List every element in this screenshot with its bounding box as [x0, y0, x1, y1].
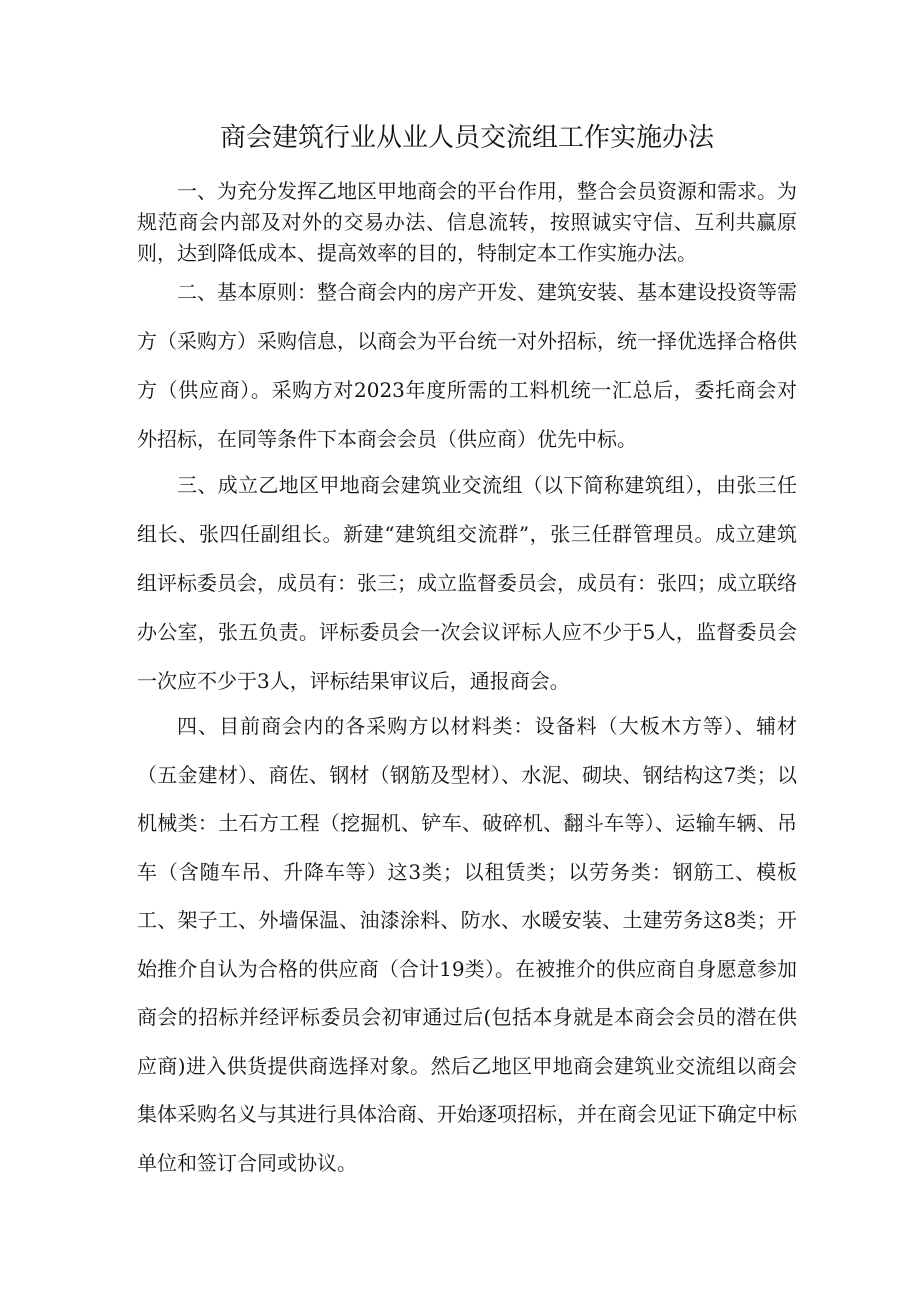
document-title: 商会建筑行业从业人员交流组工作实施办法: [219, 123, 714, 153]
paragraph-basic-principles: 二、基本原则：整合商会内的房产开发、建筑安装、基本建设投资等需方（采购方）采购信息，以商会为平台统一对外招标，统一择优选择合格供方（供应商）。采购方对2023年度所需的工料机统一汇总后，委托商会对外招标，在同等条件下本商会会员（供应商）优先中标。: [137, 280, 797, 451]
paragraph-organization: 三、成立乙地区甲地商会建筑业交流组（以下简称建筑组），由张三任组长、张四任副组长。新建“建筑组交流群”，张三任群管理员。成立建筑组评标委员会，成员有：张三；成立监督委员会，成员有：张四；成立联络办公室，张五负责。评标委员会一次会议评标人应不少于5人，监督委员会一次应不少于3人，评标结果审议后，通报商会。: [137, 473, 797, 693]
paragraph-procurement-categories: 四、目前商会内的各采购方以材料类：设备料（大板木方等）、辅材（五金建材）、商佐、钢材（钢筋及型材）、水泥、砌块、钢结构这7类；以机械类：土石方工程（挖掘机、铲车、破碎机、翻斗车等）、运输车辆、吊车（含随车吊、升降车等）这3类；以租赁类；以劳务类：钢筋工、模板工、架子工、外墙保温、油漆涂料、防水、水暖安装、土建劳务这8类；开始推介自认为合格的供应商（合计19类）。在被推介的供应商自身愿意参加商会的招标并经评标委员会初审通过后(包括本身就是本商会会员的潜在供应商)进入供货提供商选择对象。然后乙地区甲地商会建筑业交流组以商会集体采购名义与其进行具体洽商、开始逐项招标，并在商会见证下确定中标单位和签订合同或协议。: [137, 714, 797, 1175]
paragraph-purpose: 一、为充分发挥乙地区甲地商会的平台作用，整合会员资源和需求。为规范商会内部及对外的交易办法、信息流转，按照诚实守信、互利共赢原则，达到降低成本、提高效率的目的，特制定本工作实施办法。: [137, 179, 797, 265]
